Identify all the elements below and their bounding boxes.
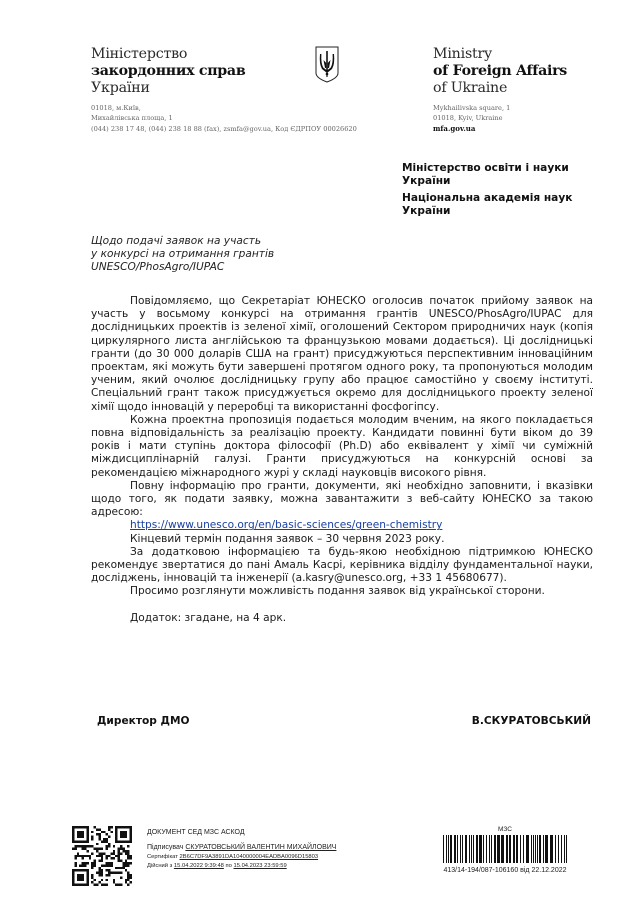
address-line: 01018, Kyiv, Ukraine — [433, 114, 503, 123]
unesco-link[interactable]: https://www.unesco.org/en/basic-sciences/green-chemistry — [130, 519, 443, 532]
appendix-note: Додаток: згадане, на 4 арк. — [130, 611, 287, 624]
ministry-name-line1: Міністерство — [91, 46, 188, 62]
registration-number: 413/14-194/087-106160 від 22.12.2022 — [443, 867, 567, 874]
subject-line: Щодо подачі заявок на участь — [91, 235, 262, 247]
recipient: Національна академія наук України — [402, 192, 573, 217]
cert-label: Сертифікат — [147, 854, 178, 860]
ministry-name-en-line2: of Foreign Affairs — [433, 63, 567, 79]
letter-body — [91, 295, 593, 625]
trident-coat-of-arms-icon — [315, 46, 339, 83]
signer-name: В.СКУРАТОВСЬКИЙ — [471, 715, 591, 727]
signer-position: Директор ДМО — [97, 715, 190, 727]
recipient: Міністерство освіти і науки України — [402, 162, 569, 187]
signature-block — [97, 715, 591, 727]
ministry-name-line2: закордонних справ — [91, 63, 246, 79]
request-paragraph: Просимо розглянути можливість подання заявок від української сторони. — [130, 585, 545, 598]
address-line: Mykhailivska square, 1 — [433, 104, 511, 112]
letter-subject — [91, 235, 331, 275]
ministry-name-line3: України — [91, 80, 150, 96]
body-paragraph: Повідомляємо, що Секретаріат ЮНЕСКО оголосив початок прийому заявок на участь у восьмому конкурсі на отримання грантів UNESCO/PhosAgro/IUPAC для дослідницьких проектів із зеленої хімії, оголошений Сектором природничих наук (копія циркулярного листа англійською та французькою мовами додається). Ці дослідницькі гранти (до 30 000 доларів США на грант) присуджуються перспективним інноваційним проектам, які можуть бути завершені протягом одного року, та пропонуються молодим ученим, який очолює дослідницьку групу або працює самостійно у своєму інституті. Спеціальний грант також присуджується окремо для дослідницького проекту зеленої хімії щодо інновацій у переробці та використанні фосфогіпсу. — [91, 295, 593, 413]
sed-title: ДОКУМЕНТ СЕД МЗС АСКОД — [147, 829, 245, 836]
contact-line: (044) 238 17 48, (044) 238 18 88 (fax), zsmfa@gov.ua, Код ЄДРПОУ 00026620 — [91, 124, 357, 133]
deadline-text: Кінцевий термін подання заявок – 30 червня 2023 року. — [130, 532, 445, 545]
valid-to-label: по — [225, 863, 232, 869]
contact-paragraph: За додатковою інформацією та будь-якою необхідною підтримкою ЮНЕСКО рекомендує звертатися до пані Амаль Касрі, керівника відділу фундаментальної науки, досліджень, інновацій та інженерії (a.kasry@unesco.org, +33 1 45680677). — [91, 545, 593, 585]
valid-label: Дійсний з — [147, 863, 173, 869]
validity-row — [147, 862, 387, 871]
address-line: Михайлівська площа, 1 — [91, 114, 173, 123]
cert-value: 2B6C7DF9A3891DA1040000004EADBA0096D15803 — [179, 854, 319, 860]
letterhead-english — [433, 46, 593, 134]
signer-label: Підписувач — [147, 844, 184, 851]
registration-org: МЗС — [498, 826, 512, 833]
body-paragraph: Повну інформацію про гранти, документи, які необхідно заповнити, і вказівки щодо того, як подати заявку, можна завантажити з веб-сайту ЮНЕСКО за такою адресою: — [91, 479, 593, 519]
valid-from: 15.04.2022 9:39:48 — [173, 863, 224, 869]
ministry-website: mfa.gov.ua — [433, 123, 476, 133]
barcode-icon — [441, 835, 569, 863]
signer-full-name: СКУРАТОВСЬКИЙ ВАЛЕНТИН МИХАЙЛОВИЧ — [185, 844, 337, 851]
subject-line: UNESCO/PhosAgro/IUPAC — [91, 261, 225, 274]
body-paragraph: Кожна проектна пропозиція подається молодим вченим, на якого покладається повна відповідальність за реалізацію проекту. Кандидати повинні бути віком до 39 років і мати ступінь доктора філософії (Ph.D) або еквівалент у хімії чи суміжній міждисциплінарній галузі. Гранти присуджуються на конкурсній основі за рекомендацією міжнародного журі у складі науковців високого рівня. — [91, 413, 593, 479]
address-line: 01018, м.Київ, — [91, 104, 141, 112]
valid-to: 15.04.2023 23:59:59 — [233, 863, 287, 869]
signer-row — [147, 843, 387, 853]
recipients-block — [402, 162, 602, 222]
letterhead-ukrainian — [91, 46, 357, 134]
ministry-address-en — [433, 103, 593, 124]
certificate-row — [147, 853, 387, 862]
registration-stamp — [435, 826, 575, 875]
ministry-name-en-line1: Ministry — [433, 46, 492, 62]
ministry-address-ua — [91, 103, 357, 134]
subject-line: у конкурсі на отримання грантів — [91, 248, 275, 261]
electronic-signature-info — [147, 828, 387, 871]
qr-code-icon — [72, 826, 132, 886]
ministry-name-en-line3: of Ukraine — [433, 80, 508, 96]
